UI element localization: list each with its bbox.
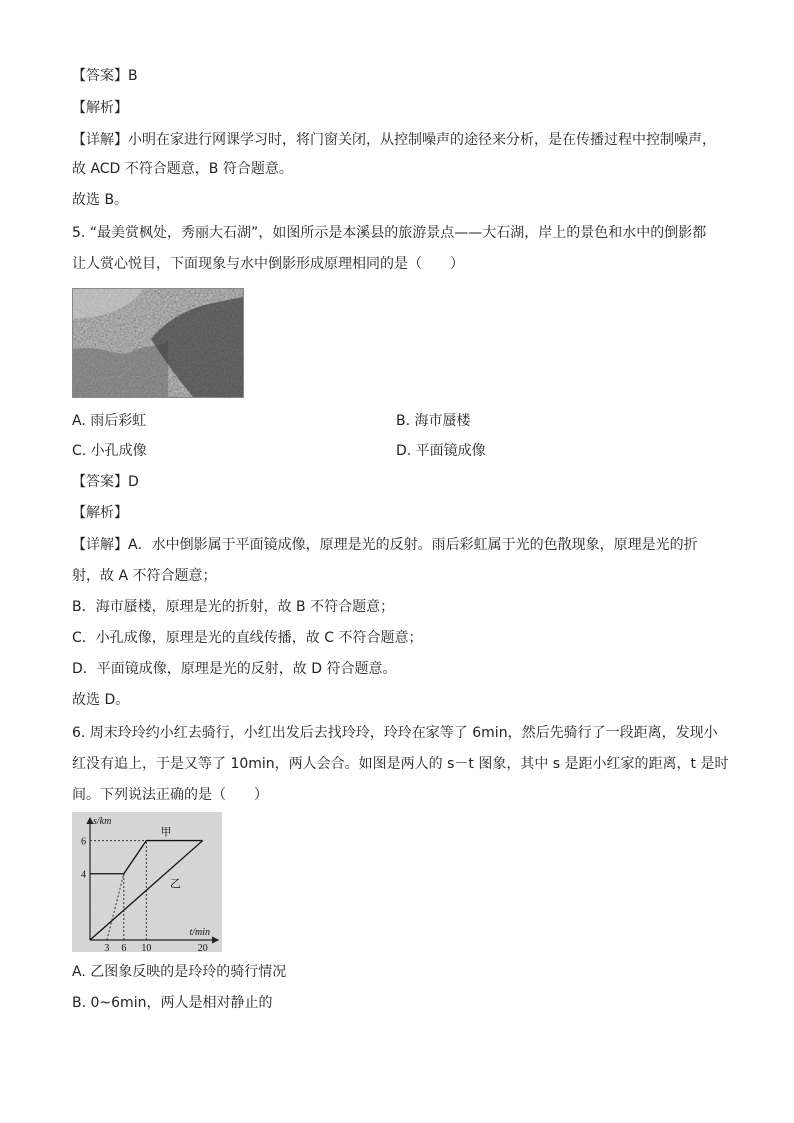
q5-option-b: B. 海市蜃楼: [396, 413, 471, 429]
q5-detail-line-1: 【详解】A．水中倒影属于平面镜成像，原理是光的反射。雨后彩虹属于光的色散现象，原理是光的折: [72, 537, 698, 553]
q6-option-a: A. 乙图象反映的是玲玲的骑行情况: [72, 964, 287, 980]
q4-conclusion: 故选 B。: [72, 192, 129, 208]
y-tick-label: 6: [81, 836, 86, 848]
st-graph: [72, 812, 222, 952]
q6-stem-line-2: 红没有追上，于是又等了 10min，两人会合。如图是两人的 s－t 图象，其中 s 是距小红家的距离，t 是时: [72, 756, 729, 772]
y-tick-label: 4: [81, 869, 86, 881]
series-label-yi: 乙: [170, 877, 182, 890]
q4-answer: 【答案】B: [72, 68, 138, 84]
st-graph-svg: [72, 812, 222, 952]
q5-detail-b: B．海市蜃楼，原理是光的折射，故 B 不符合题意；: [72, 599, 395, 615]
q5-analysis-label: 【解析】: [72, 505, 128, 521]
x-tick-label: 10: [141, 943, 152, 952]
q4-detail-line-1: 【详解】小明在家进行网课学习时，将门窗关闭，从控制噪声的途径来分析，是在传播过程中控制噪声，: [72, 132, 716, 148]
q5-stem-line-2: 让人赏心悦目，下面现象与水中倒影形成原理相同的是（ ）: [72, 256, 464, 272]
q6-stem-line-3: 间。下列说法正确的是（ ）: [72, 787, 268, 803]
x-tick-label: 6: [121, 943, 127, 952]
x-tick-label: 3: [104, 943, 110, 952]
q5-detail-line-2: 射，故 A 不符合题意；: [72, 568, 217, 584]
q6-option-b: B. 0~6min，两人是相对静止的: [72, 995, 273, 1011]
q5-option-c: C. 小孔成像: [72, 443, 147, 459]
q5-stem-line-1: 5. “最美赏枫处，秀丽大石湖”，如图所示是本溪县的旅游景点——大石湖，岸上的景色和水中的倒影都: [72, 225, 707, 241]
q4-analysis-label: 【解析】: [72, 100, 128, 116]
q5-option-a: A. 雨后彩虹: [72, 413, 147, 429]
q5-conclusion: 故选 D。: [72, 692, 130, 708]
q6-stem-line-1: 6. 周末玲玲约小红去骑行，小红出发后去找玲玲，玲玲在家等了 6min，然后先骑行了一段距离，发现小: [72, 725, 718, 741]
q4-detail-line-2: 故 ACD 不符合题意，B 符合题意。: [72, 161, 293, 177]
lake-photo: [72, 288, 244, 398]
x-tick-label: 20: [197, 943, 208, 952]
q5-option-d: D. 平面镜成像: [396, 443, 486, 459]
series-label-jia: 甲: [160, 826, 172, 839]
q5-detail-c: C．小孔成像，原理是光的直线传播，故 C 不符合题意；: [72, 630, 423, 646]
x-axis-label: t/min: [189, 927, 210, 938]
q5-answer: 【答案】D: [72, 474, 139, 490]
y-axis-label: s/km: [93, 816, 112, 827]
q5-detail-d: D．平面镜成像，原理是光的反射，故 D 符合题意。: [72, 661, 397, 677]
